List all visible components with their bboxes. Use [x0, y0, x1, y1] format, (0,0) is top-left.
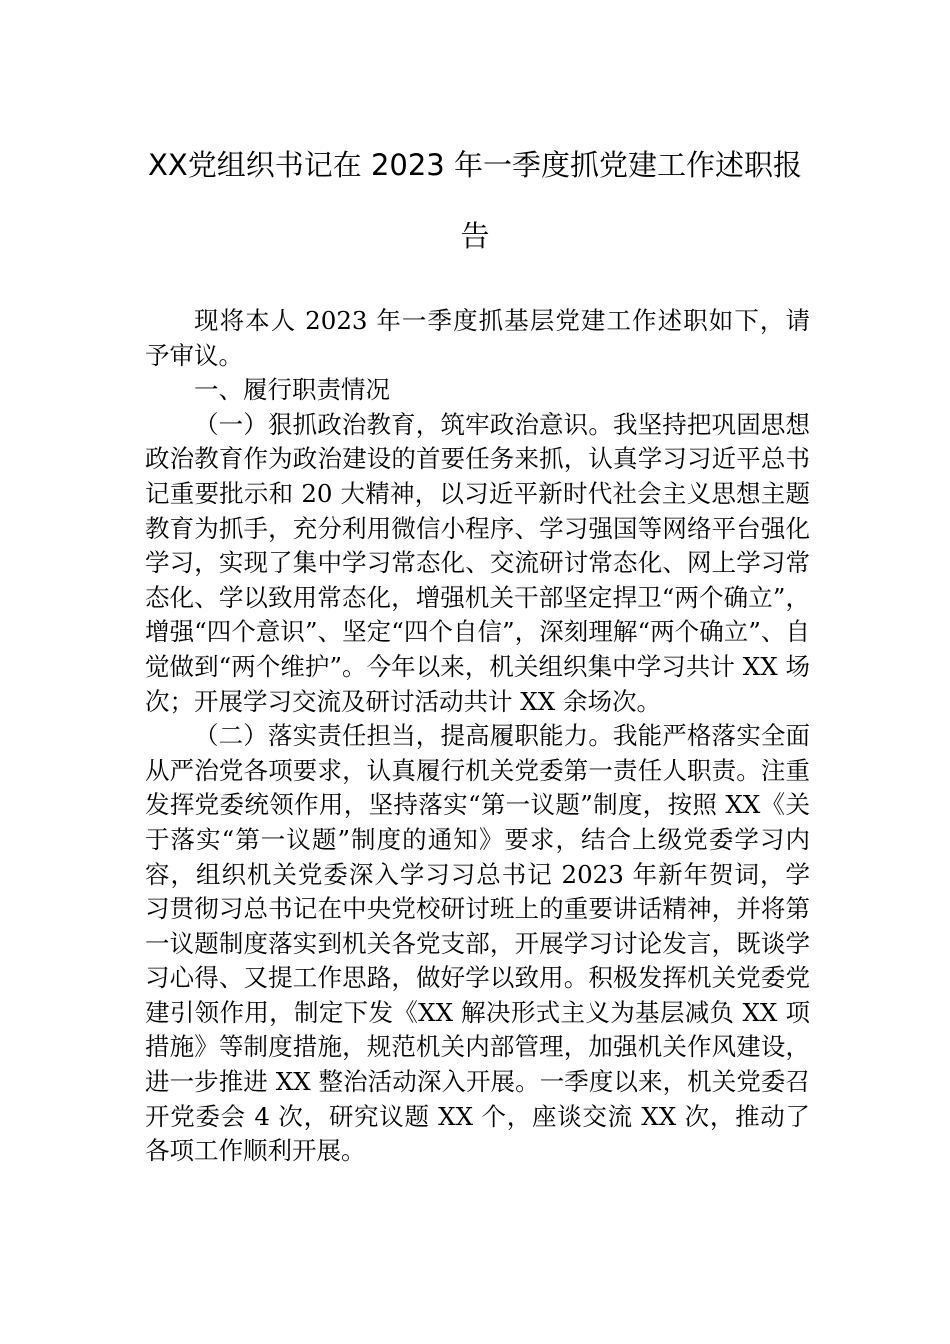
- paragraph-political-education: （一）狠抓政治教育，筑牢政治意识。我坚持把巩固思想政治教育作为政治建设的首要任务来抓，认真学习习近平总书记重要批示和 20 大精神，以习近平新时代社会主义思想主题教育为抓手，充分利用微信小程序、学习强国等网络平台强化学习，实现了集中学习常态化、交流研讨常态化、网上学习常态化、学以致用常态化，增强机关干部坚定捍卫“两个确立”，增强“四个意识”、坚定“四个自信”，深刻理解“两个确立”、自觉做到“两个维护”。今年以来，机关组织集中学习共计 XX 场次；开展学习交流及研讨活动共计 XX 余场次。: [145, 409, 810, 716]
- paragraph-responsibility: （二）落实责任担当，提高履职能力。我能严格落实全面从严治党各项要求，认真履行机关党委第一责任人职责。注重发挥党委统领作用，坚持落实“第一议题”制度，按照 XX《关于落实“第一议题”制度的通知》要求，结合上级党委学习内容，组织机关党委深入学习习总书记 2023 年新年贺词，学习贯彻习总书记在中央党校研讨班上的重要讲话精神，并将第一议题制度落实到机关各党支部，开展学习讨论发言，既谈学习心得、又提工作思路，做好学以致用。积极发挥机关党委党建引领作用，制定下发《XX 解决形式主义为基层减负 XX 项措施》等制度措施，规范机关内部管理，加强机关作风建设，进一步推进 XX 整治活动深入开展。一季度以来，机关党委召开党委会 4 次，研究议题 XX 个，座谈交流 XX 次，推动了各项工作顺利开展。: [145, 721, 810, 1166]
- intro-paragraph: 现将本人 2023 年一季度抓基层党建工作述职如下，请予审议。: [145, 306, 810, 370]
- document-title-line-2: 告: [460, 219, 490, 253]
- document-body: [145, 304, 810, 1169]
- document-title-line-1: XX党组织书记在 2023 年一季度抓党建工作述职报: [148, 148, 802, 182]
- section-heading: 一、履行职责情况: [194, 375, 390, 405]
